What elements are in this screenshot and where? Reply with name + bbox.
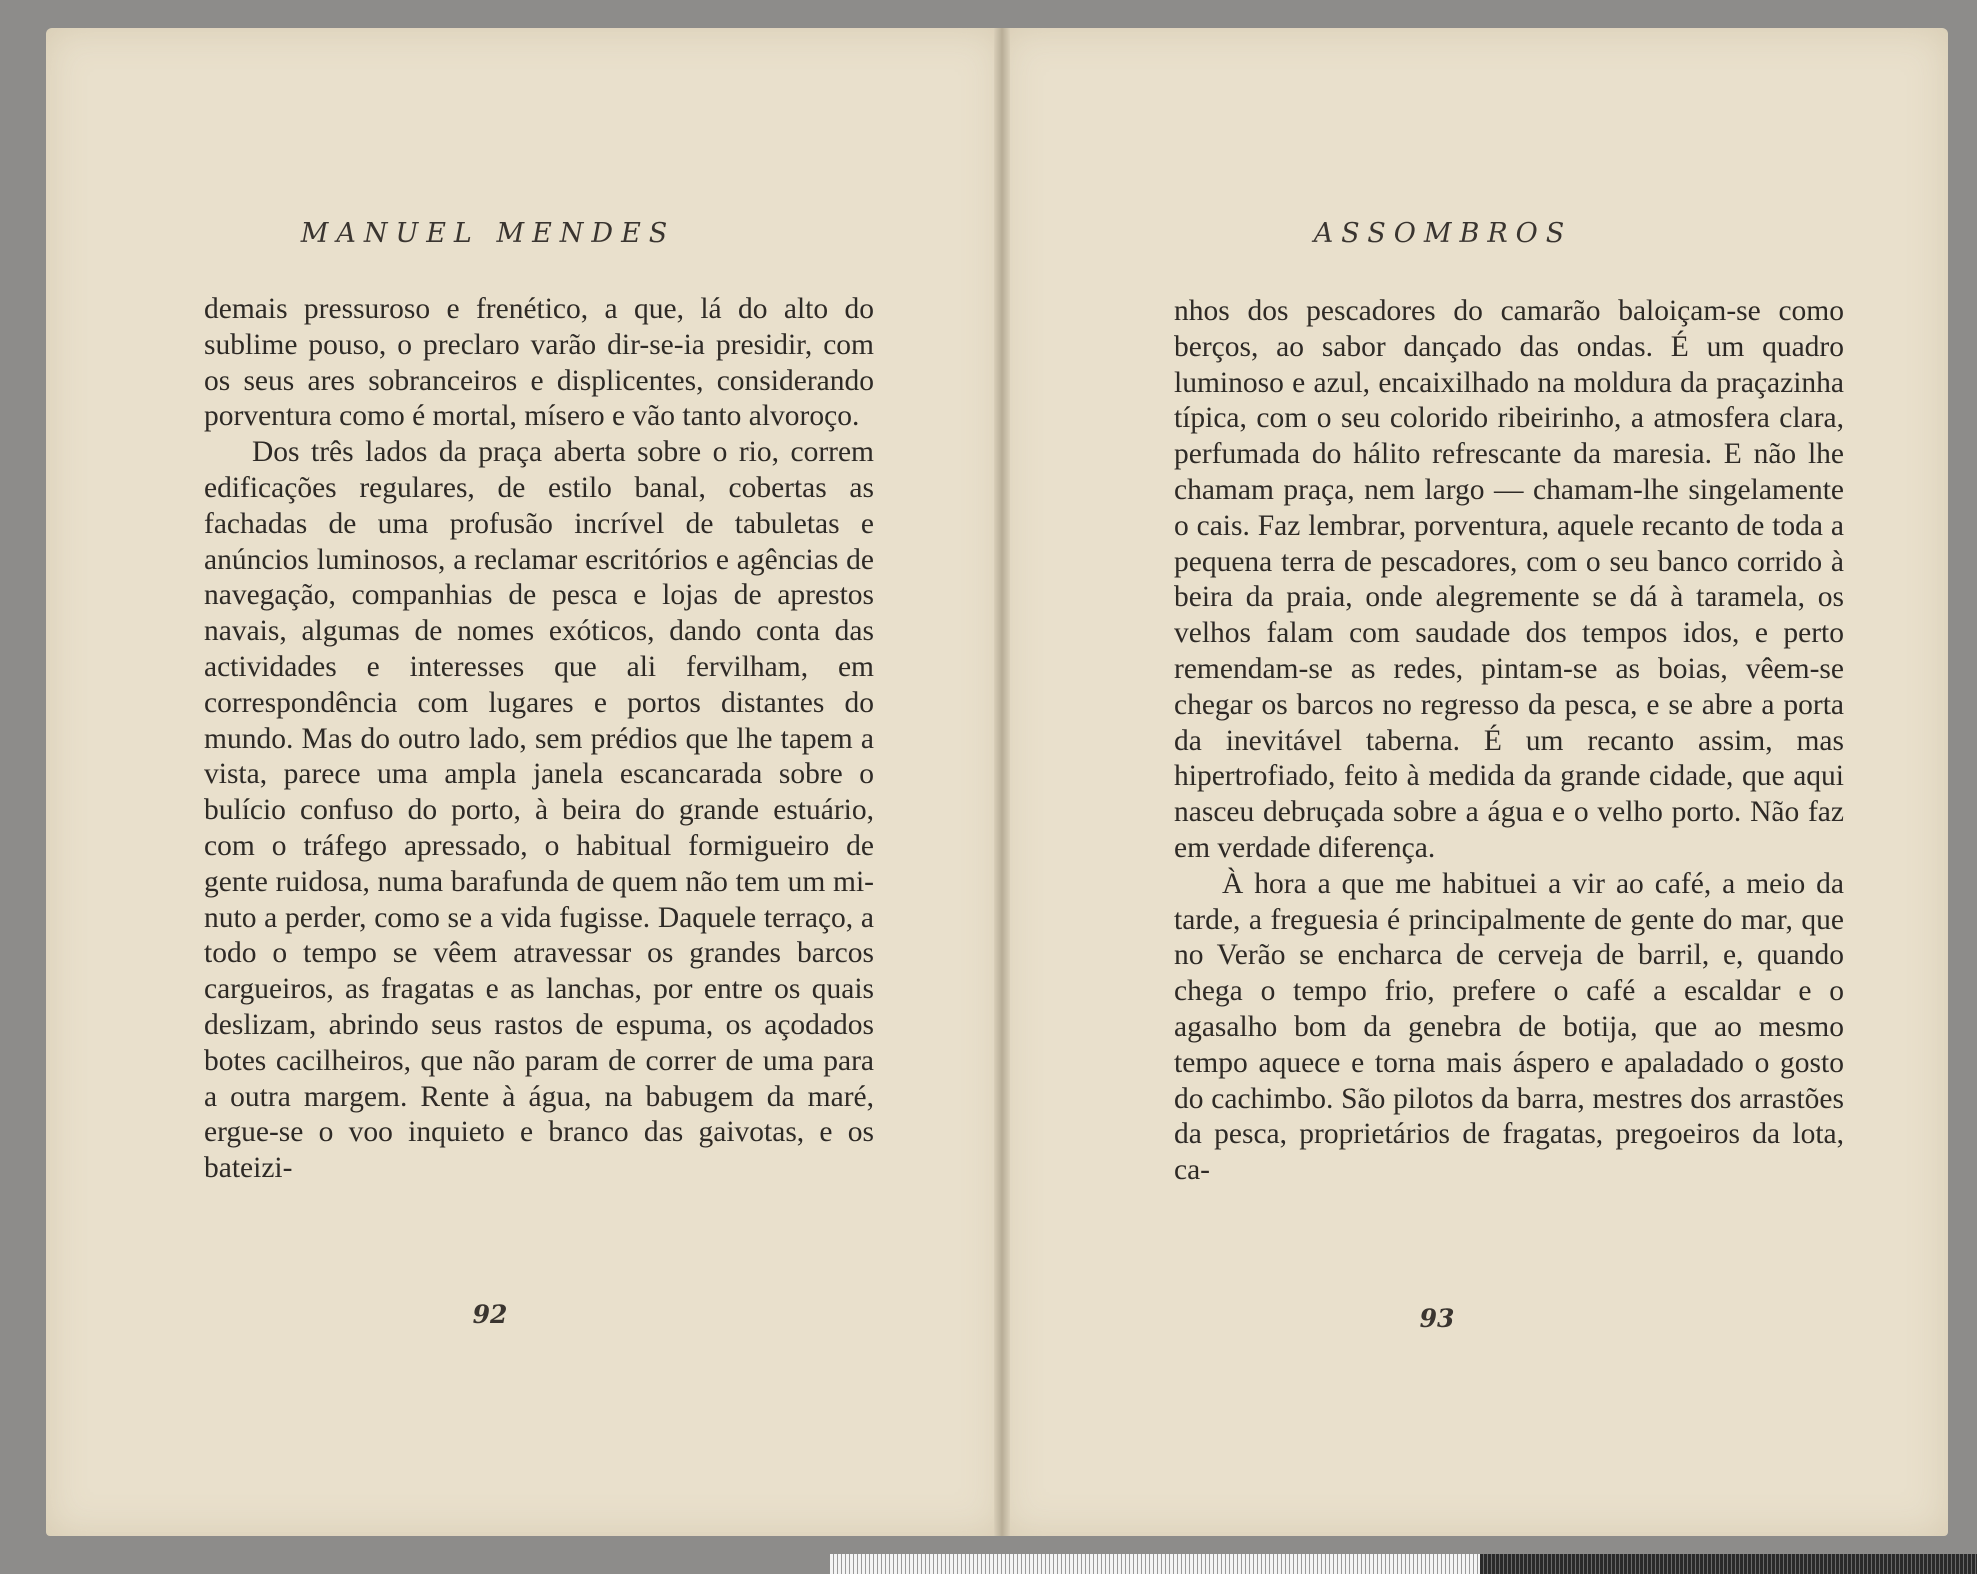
running-head-left: MANUEL MENDES xyxy=(300,218,676,249)
page-number-left: 92 xyxy=(472,1300,508,1329)
left-page xyxy=(46,28,1002,1536)
right-page-text xyxy=(1174,294,1844,1189)
paragraph: À hora a que me habituei a vir ao café, a meio da tarde, a freguesia é principalmente de gente do mar, que no Verão se encharca de cerveja de barril, e, quando chega o tempo frio, prefere o café a escaldar e o agasalho bom da genebra de botija, que ao mesmo tempo aquece e torna mais áspero e apaladado o gosto do cachimbo. São pilotos da barra, mestres dos arrastões da pesca, proprietários de fragatas, pregoeiros da lota, ca- xyxy=(1174,867,1844,1187)
book-spread xyxy=(46,28,1948,1536)
paragraph: demais pressuroso e frenético, a que, lá do alto do sublime pouso, o preclaro varão dir-se-ia presidir, com os seus ares sobranceiros e displicentes, considerando porventura como é mortal, mísero e vão tanto alvoroço. xyxy=(204,293,874,433)
scale-ruler xyxy=(830,1554,1977,1574)
right-page xyxy=(1002,28,1948,1536)
book-gutter xyxy=(994,28,1010,1536)
left-page-text xyxy=(204,292,874,1187)
paragraph: Dos três lados da praça aberta sobre o rio, correm edificações regulares, de estilo banal, cobertas as fachadas de uma profusão incrível de tabuletas e anúncios luminosos, a reclamar escritórios e agências de navegação, companhias de pesca e lojas de aprestos navais, algumas de nomes exóticos, dando conta das actividades e interesses que ali fervilham, em correspondência com lugares e portos distantes do mundo. Mas do outro lado, sem prédios que lhe tapem a vista, parece uma ampla janela escancarada sobre o bulício confuso do porto, à beira do grande estuário, com o tráfego apressado, o habitual formigueiro de gente ruidosa, numa barafunda de quem não tem um minuto a perder, como se a vida fugisse. Daquele terraço, a todo o tempo se vêem atravessar os grandes barcos cargueiros, as fragatas e as lanchas, por entre os quais deslizam, abrindo seus rastos de espuma, os açodados botes cacilheiros, que não param de correr de uma para a outra margem. Rente à água, na babugem da maré, ergue-se o voo inquieto e branco das gaivotas, e os bateizi- xyxy=(204,436,874,1185)
page-number-right: 93 xyxy=(1419,1304,1455,1333)
scale-ruler-dark-segment xyxy=(1480,1554,1977,1574)
paragraph: nhos dos pescadores do camarão baloiçam-se como berços, ao sabor dançado das ondas. É um quadro luminoso e azul, encaixilhado na moldura da praçazinha típica, com o seu colorido ribeirinho, a atmosfera clara, perfumada do hálito refrescante da maresia. E não lhe chamam praça, nem largo — chamam-lhe singelamente o cais. Faz lembrar, porventura, aquele recanto de toda a pequena terra de pescadores, com o seu banco corrido à beira da praia, onde alegremente se dá à taramela, os velhos falam com saudade dos tempos idos, e perto remendam-se as redes, pintam-se as boias, vêem-se chegar os barcos no regresso da pesca, e se abre a porta da inevitável taberna. É um recanto assim, mas hipertrofiado, feito à medida da grande cidade, que aqui nasceu debruçada sobre a água e o velho porto. Não faz em verdade diferença. xyxy=(1174,295,1844,864)
running-head-right: ASSOMBROS xyxy=(1313,218,1573,249)
